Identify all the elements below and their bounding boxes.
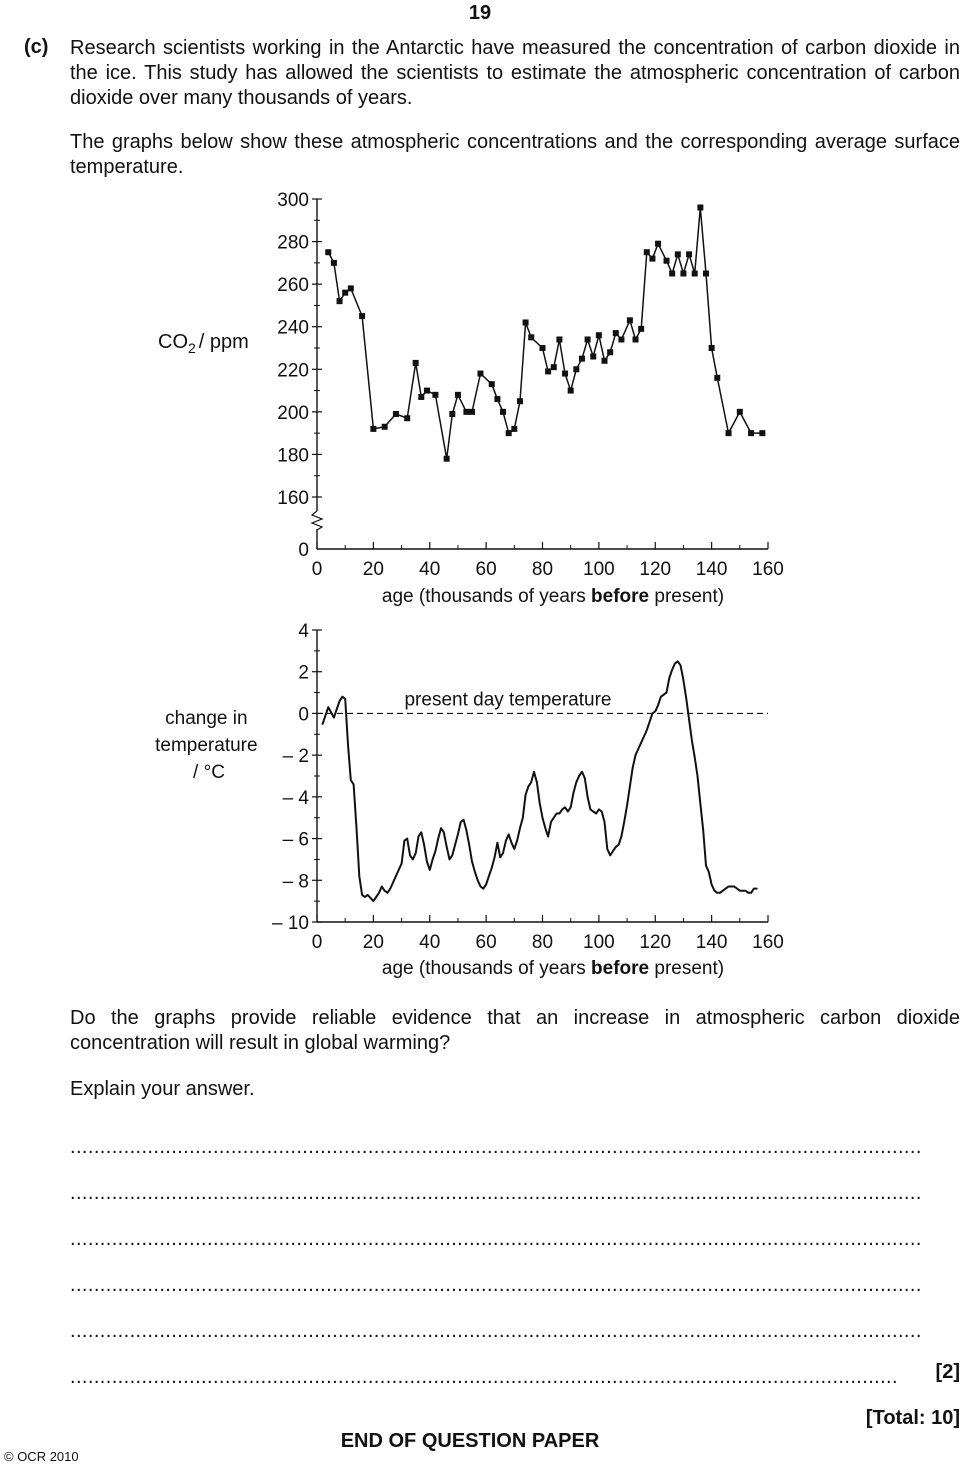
answer-line[interactable]: ............................................................................................................................................... — [70, 1320, 922, 1342]
co2-data-point — [545, 368, 551, 374]
page-number: 19 — [468, 2, 492, 24]
answer-line[interactable]: ............................................................................................................................................... — [70, 1228, 922, 1250]
co2-data-point — [404, 415, 410, 421]
co2-data-point — [500, 409, 506, 415]
co2-data-point — [579, 356, 585, 362]
co2-ytick-label: 220 — [277, 360, 309, 382]
temperature-xtick-label: 40 — [419, 932, 441, 953]
co2-ytick-label: 200 — [277, 402, 309, 424]
co2-xlabel: age (thousands of years before present) — [381, 586, 725, 607]
temperature-ytick-label: 4 — [298, 621, 309, 642]
co2-ytick-label: 260 — [277, 275, 309, 297]
co2-ytick-label: 300 — [277, 190, 309, 211]
co2-data-point — [692, 271, 698, 277]
co2-xtick-label: 20 — [362, 559, 384, 580]
answer-line[interactable]: ........................................................................................................................................... — [70, 1366, 898, 1388]
co2-data-point — [596, 332, 602, 338]
marks-label: [2] — [935, 1361, 960, 1383]
co2-data-point — [664, 258, 670, 264]
co2-data-point — [726, 430, 732, 436]
co2-data-point — [556, 336, 562, 342]
co2-data-point — [655, 241, 661, 247]
co2-data-point — [432, 392, 438, 398]
co2-data-point — [562, 371, 568, 377]
co2-data-point — [590, 354, 596, 360]
co2-xtick-label: 160 — [752, 559, 784, 580]
temperature-xtick-label: 0 — [311, 932, 323, 953]
co2-data-point — [494, 396, 500, 402]
co2-data-point — [477, 371, 483, 377]
co2-ytick-label: 160 — [277, 488, 309, 509]
co2-data-point — [424, 388, 430, 394]
co2-xtick-label: 100 — [583, 559, 615, 580]
co2-data-point — [523, 319, 529, 325]
co2-ytick-label: 280 — [277, 232, 309, 254]
co2-data-point — [528, 334, 534, 340]
temperature-xtick-label: 120 — [639, 932, 672, 953]
co2-data-point — [444, 456, 450, 462]
co2-data-point — [627, 317, 633, 323]
co2-xtick-label: 40 — [419, 559, 441, 580]
temperature-xtick-label: 160 — [752, 932, 784, 953]
co2-data-point — [463, 409, 469, 415]
co2-data-point — [602, 358, 608, 364]
co2-data-point — [511, 426, 517, 432]
co2-data-point — [644, 249, 650, 255]
copyright: © OCR 2010 — [4, 1449, 79, 1464]
co2-data-point — [506, 430, 512, 436]
co2-data-point — [449, 411, 455, 417]
graphs-description: The graphs below show these atmospheric concentrations and the corresponding average surface temperature. — [70, 131, 960, 178]
co2-data-point — [469, 409, 475, 415]
co2-data-point — [359, 313, 365, 319]
co2-series-line — [328, 208, 762, 459]
co2-ytick-label: 240 — [277, 317, 309, 339]
co2-data-point — [633, 336, 639, 342]
temperature-ytick-label: 2 — [298, 662, 309, 684]
co2-data-point — [703, 271, 709, 277]
temperature-ylabel: change in temperature / °C — [155, 708, 258, 783]
temperature-xtick-label: 20 — [362, 932, 384, 953]
temperature-chart — [155, 621, 784, 979]
co2-data-point — [709, 345, 715, 351]
co2-data-point — [669, 271, 675, 277]
total-marks: [Total: 10] — [865, 1407, 960, 1429]
answer-line[interactable]: ............................................................................................................................................... — [70, 1136, 922, 1158]
co2-data-point — [607, 349, 613, 355]
co2-data-point — [568, 388, 574, 394]
co2-ytick-label: 180 — [277, 445, 309, 467]
co2-data-point — [649, 256, 655, 262]
co2-data-point — [337, 298, 343, 304]
co2-data-point — [455, 392, 461, 398]
co2-data-point — [348, 285, 354, 291]
temperature-ytick-label: – 10 — [272, 913, 309, 934]
co2-xtick-label: 120 — [639, 559, 672, 580]
answer-line[interactable]: ............................................................................................................................................... — [70, 1274, 922, 1296]
co2-data-point — [393, 411, 399, 417]
temperature-ytick-label: – 4 — [282, 787, 309, 809]
intro-paragraph: Research scientists working in the Antarctic have measured the concentration of carbon dioxide in the ice. This study has allowed the scientists to estimate the atmospheric concentration of carbon dioxide over many thousands of years. — [70, 37, 960, 109]
co2-data-point — [675, 251, 681, 257]
co2-data-point — [680, 271, 686, 277]
co2-data-point — [413, 360, 419, 366]
co2-data-point — [759, 430, 765, 436]
co2-data-point — [540, 345, 546, 351]
temperature-ytick-label: 0 — [298, 704, 309, 726]
co2-ylabel: $CO_2$ / ppm — [158, 331, 249, 356]
co2-data-point — [618, 336, 624, 342]
co2-data-point — [697, 205, 703, 211]
temperature-xtick-label: 60 — [475, 932, 497, 953]
co2-data-point — [489, 381, 495, 387]
co2-data-point — [370, 426, 376, 432]
co2-chart — [158, 190, 784, 607]
co2-data-point — [418, 394, 424, 400]
explain-prompt: Explain your answer. — [70, 1078, 255, 1100]
co2-ybreak-label: 0 — [298, 540, 309, 561]
answer-line[interactable]: ............................................................................................................................................... — [70, 1182, 922, 1204]
co2-data-point — [573, 366, 579, 372]
question-text: Do the graphs provide reliable evidence that an increase in atmospheric carbon dioxide concentration will result in global warming? — [70, 1007, 960, 1054]
co2-data-point — [382, 424, 388, 430]
co2-xtick-label: 60 — [475, 559, 497, 580]
question-label: (c) — [24, 36, 49, 58]
co2-data-point — [748, 430, 754, 436]
co2-data-point — [737, 409, 743, 415]
co2-data-point — [331, 260, 337, 266]
temperature-xtick-label: 100 — [583, 932, 615, 953]
temperature-xlabel: age (thousands of years before present) — [381, 958, 725, 979]
co2-data-point — [638, 326, 644, 332]
co2-data-point — [325, 249, 331, 255]
end-of-paper: END OF QUESTION PAPER — [340, 1430, 600, 1452]
temperature-xtick-label: 80 — [531, 932, 554, 953]
temperature-ytick-label: – 8 — [282, 871, 309, 893]
co2-xtick-label: 80 — [531, 559, 554, 580]
co2-data-point — [686, 251, 692, 257]
answer-area[interactable] — [70, 1124, 960, 1400]
co2-data-point — [342, 290, 348, 296]
temperature-ytick-label: – 6 — [282, 829, 309, 851]
co2-xtick-label: 0 — [311, 559, 323, 580]
co2-data-point — [714, 375, 720, 381]
co2-data-point — [585, 336, 591, 342]
axis-break-mark — [312, 511, 322, 530]
co2-data-point — [517, 398, 523, 404]
temperature-ytick-label: – 2 — [282, 746, 309, 768]
co2-data-point — [613, 330, 619, 336]
temperature-xtick-label: 140 — [695, 932, 728, 953]
co2-xtick-label: 140 — [695, 559, 728, 580]
present-day-label: present day temperature — [404, 689, 612, 711]
co2-data-point — [551, 364, 557, 370]
